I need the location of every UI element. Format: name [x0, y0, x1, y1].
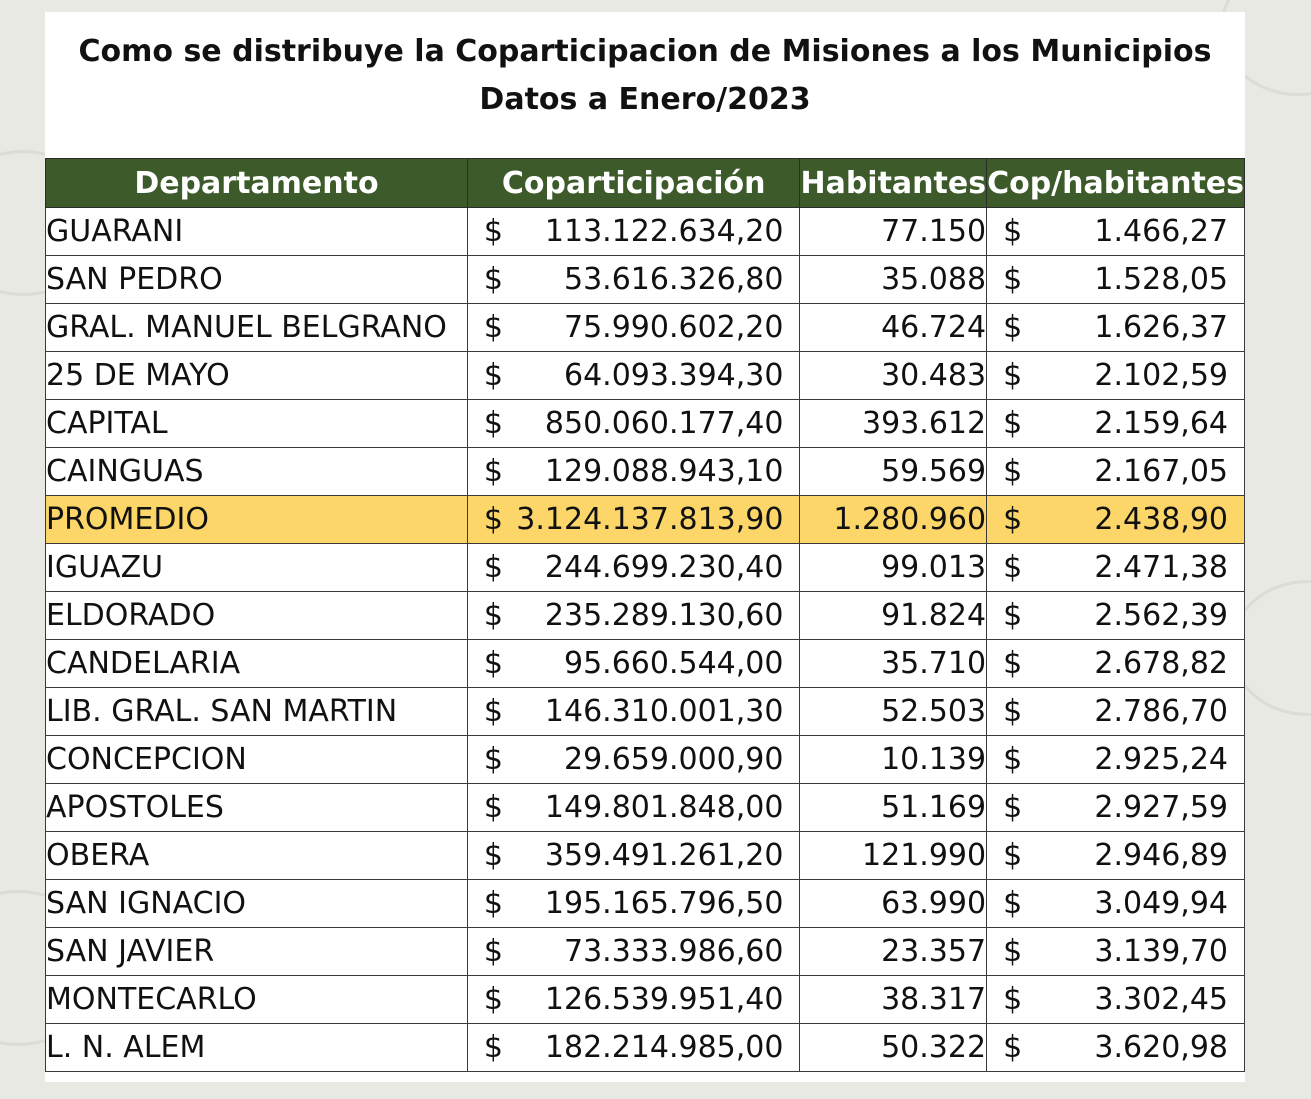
cell-coparticipacion [467, 832, 800, 880]
currency-symbol: $ [1003, 838, 1023, 873]
cell-habitantes: 99.013 [800, 544, 987, 592]
cell-habitantes: 52.503 [800, 688, 987, 736]
cell-cop-habitantes-value: 2.438,90 [1094, 502, 1228, 537]
cell-cop-habitantes [987, 640, 1245, 688]
header-habitantes: Habitantes [800, 159, 987, 208]
cell-departamento: CANDELARIA [46, 640, 468, 688]
table-body [46, 208, 1245, 1072]
cell-coparticipacion-value: 244.699.230,40 [544, 550, 784, 585]
cell-habitantes: 50.322 [800, 1024, 987, 1072]
title-line-2: Datos a Enero/2023 [479, 82, 811, 117]
currency-symbol: $ [483, 694, 504, 729]
currency-symbol: $ [1003, 454, 1023, 489]
currency-symbol: $ [483, 1030, 504, 1065]
document-title [45, 28, 1245, 124]
cell-coparticipacion-value: 359.491.261,20 [544, 838, 784, 873]
cell-coparticipacion [467, 400, 800, 448]
cell-coparticipacion [467, 688, 800, 736]
cell-cop-habitantes [987, 736, 1245, 784]
cell-cop-habitantes [987, 1024, 1245, 1072]
currency-symbol: $ [483, 550, 504, 585]
cell-departamento: OBERA [46, 832, 468, 880]
cell-departamento: 25 DE MAYO [46, 352, 468, 400]
cell-cop-habitantes [987, 304, 1245, 352]
cell-coparticipacion-value: 113.122.634,20 [544, 214, 784, 249]
cell-cop-habitantes-value: 2.471,38 [1094, 550, 1228, 585]
table-row [46, 688, 1245, 736]
cell-coparticipacion-value: 195.165.796,50 [544, 886, 784, 921]
cell-departamento: SAN PEDRO [46, 256, 468, 304]
cell-departamento: APOSTOLES [46, 784, 468, 832]
table-row [46, 256, 1245, 304]
cell-coparticipacion-value: 3.124.137.813,90 [516, 502, 784, 537]
cell-coparticipacion [467, 448, 800, 496]
document-sheet [45, 12, 1245, 1082]
cell-cop-habitantes-value: 1.626,37 [1094, 310, 1228, 345]
cell-coparticipacion [467, 784, 800, 832]
cell-cop-habitantes-value: 3.139,70 [1094, 934, 1228, 969]
table-row [46, 544, 1245, 592]
cell-habitantes: 91.824 [800, 592, 987, 640]
cell-coparticipacion [467, 640, 800, 688]
cell-coparticipacion-value: 64.093.394,30 [563, 358, 784, 393]
table-row-promedio [46, 496, 1245, 544]
currency-symbol: $ [1003, 886, 1023, 921]
cell-departamento: CAPITAL [46, 400, 468, 448]
table-row [46, 1024, 1245, 1072]
cell-coparticipacion-value: 73.333.986,60 [563, 934, 784, 969]
currency-symbol: $ [483, 886, 504, 921]
currency-symbol: $ [483, 406, 504, 441]
header-departamento: Departamento [46, 159, 468, 208]
cell-coparticipacion-value: 149.801.848,00 [544, 790, 784, 825]
cell-habitantes: 121.990 [800, 832, 987, 880]
cell-habitantes: 10.139 [800, 736, 987, 784]
table-row [46, 832, 1245, 880]
cell-coparticipacion [467, 208, 800, 256]
cell-habitantes: 63.990 [800, 880, 987, 928]
cell-cop-habitantes-value: 2.678,82 [1094, 646, 1228, 681]
cell-coparticipacion [467, 544, 800, 592]
cell-coparticipacion [467, 736, 800, 784]
cell-coparticipacion-value: 235.289.130,60 [544, 598, 784, 633]
cell-coparticipacion [467, 352, 800, 400]
table-row [46, 640, 1245, 688]
cell-departamento: PROMEDIO [46, 496, 468, 544]
cell-cop-habitantes-value: 3.049,94 [1094, 886, 1228, 921]
cell-cop-habitantes-value: 2.562,39 [1094, 598, 1228, 633]
cell-habitantes: 59.569 [800, 448, 987, 496]
table-row [46, 448, 1245, 496]
cell-departamento: ELDORADO [46, 592, 468, 640]
cell-cop-habitantes [987, 784, 1245, 832]
cell-habitantes: 51.169 [800, 784, 987, 832]
cell-coparticipacion [467, 592, 800, 640]
currency-symbol: $ [483, 214, 504, 249]
cell-cop-habitantes [987, 208, 1245, 256]
cell-departamento: CONCEPCION [46, 736, 468, 784]
currency-symbol: $ [1003, 934, 1023, 969]
currency-symbol: $ [483, 358, 504, 393]
cell-coparticipacion-value: 53.616.326,80 [563, 262, 784, 297]
cell-cop-habitantes [987, 928, 1245, 976]
table-row [46, 928, 1245, 976]
currency-symbol: $ [483, 790, 504, 825]
cell-cop-habitantes [987, 448, 1245, 496]
header-cop-habitantes: Cop/habitantes [987, 159, 1245, 208]
cell-departamento: GRAL. MANUEL BELGRANO [46, 304, 468, 352]
cell-habitantes: 23.357 [800, 928, 987, 976]
table-row [46, 400, 1245, 448]
table-header-row [46, 159, 1245, 208]
currency-symbol: $ [1003, 694, 1023, 729]
cell-departamento: SAN JAVIER [46, 928, 468, 976]
cell-coparticipacion-value: 146.310.001,30 [544, 694, 784, 729]
currency-symbol: $ [1003, 598, 1023, 633]
header-coparticipacion: Coparticipación [467, 159, 800, 208]
currency-symbol: $ [483, 454, 504, 489]
cell-coparticipacion [467, 880, 800, 928]
cell-habitantes: 30.483 [800, 352, 987, 400]
currency-symbol: $ [483, 742, 504, 777]
cell-cop-habitantes [987, 688, 1245, 736]
cell-departamento: CAINGUAS [46, 448, 468, 496]
currency-symbol: $ [1003, 1030, 1023, 1065]
table-row [46, 352, 1245, 400]
cell-habitantes: 35.710 [800, 640, 987, 688]
cell-cop-habitantes [987, 352, 1245, 400]
cell-departamento: IGUAZU [46, 544, 468, 592]
cell-coparticipacion-value: 29.659.000,90 [563, 742, 784, 777]
cell-coparticipacion [467, 304, 800, 352]
title-line-1: Como se distribuye la Coparticipacion de Misiones a los Municipios [78, 34, 1212, 69]
currency-symbol: $ [1003, 982, 1023, 1017]
coparticipacion-table [45, 158, 1245, 1072]
currency-symbol: $ [1003, 550, 1023, 585]
currency-symbol: $ [1003, 214, 1023, 249]
cell-cop-habitantes [987, 400, 1245, 448]
cell-cop-habitantes [987, 976, 1245, 1024]
currency-symbol: $ [1003, 262, 1023, 297]
cell-habitantes: 1.280.960 [800, 496, 987, 544]
cell-habitantes: 77.150 [800, 208, 987, 256]
currency-symbol: $ [483, 838, 504, 873]
table-row [46, 784, 1245, 832]
cell-cop-habitantes-value: 2.102,59 [1094, 358, 1228, 393]
cell-coparticipacion-value: 129.088.943,10 [544, 454, 784, 489]
cell-coparticipacion [467, 496, 800, 544]
currency-symbol: $ [483, 646, 504, 681]
cell-coparticipacion [467, 976, 800, 1024]
cell-cop-habitantes-value: 2.167,05 [1094, 454, 1228, 489]
currency-symbol: $ [483, 262, 504, 297]
cell-departamento: L. N. ALEM [46, 1024, 468, 1072]
cell-departamento: LIB. GRAL. SAN MARTIN [46, 688, 468, 736]
cell-coparticipacion-value: 75.990.602,20 [563, 310, 784, 345]
cell-habitantes: 393.612 [800, 400, 987, 448]
cell-cop-habitantes-value: 1.466,27 [1094, 214, 1228, 249]
cell-cop-habitantes-value: 2.159,64 [1094, 406, 1228, 441]
currency-symbol: $ [483, 598, 504, 633]
cell-cop-habitantes-value: 3.620,98 [1094, 1030, 1228, 1065]
currency-symbol: $ [1003, 406, 1023, 441]
cell-coparticipacion [467, 256, 800, 304]
cell-coparticipacion-value: 182.214.985,00 [544, 1030, 784, 1065]
cell-departamento: GUARANI [46, 208, 468, 256]
currency-symbol: $ [1003, 502, 1023, 537]
table-row [46, 736, 1245, 784]
table-row [46, 976, 1245, 1024]
table-row [46, 592, 1245, 640]
currency-symbol: $ [1003, 358, 1023, 393]
currency-symbol: $ [1003, 310, 1023, 345]
cell-coparticipacion-value: 126.539.951,40 [544, 982, 784, 1017]
cell-cop-habitantes [987, 832, 1245, 880]
cell-habitantes: 38.317 [800, 976, 987, 1024]
cell-cop-habitantes-value: 2.786,70 [1094, 694, 1228, 729]
currency-symbol: $ [483, 982, 504, 1017]
cell-cop-habitantes [987, 544, 1245, 592]
cell-cop-habitantes-value: 2.925,24 [1094, 742, 1228, 777]
cell-coparticipacion [467, 928, 800, 976]
currency-symbol: $ [1003, 646, 1023, 681]
cell-cop-habitantes [987, 592, 1245, 640]
cell-coparticipacion [467, 1024, 800, 1072]
cell-coparticipacion-value: 95.660.544,00 [563, 646, 784, 681]
cell-departamento: SAN IGNACIO [46, 880, 468, 928]
currency-symbol: $ [483, 934, 504, 969]
table-row [46, 880, 1245, 928]
cell-cop-habitantes-value: 1.528,05 [1094, 262, 1228, 297]
currency-symbol: $ [1003, 742, 1023, 777]
currency-symbol: $ [483, 502, 504, 537]
table-row [46, 304, 1245, 352]
table-row [46, 208, 1245, 256]
cell-cop-habitantes [987, 256, 1245, 304]
cell-habitantes: 46.724 [800, 304, 987, 352]
cell-cop-habitantes [987, 880, 1245, 928]
cell-cop-habitantes-value: 2.946,89 [1094, 838, 1228, 873]
cell-cop-habitantes [987, 496, 1245, 544]
currency-symbol: $ [1003, 790, 1023, 825]
cell-departamento: MONTECARLO [46, 976, 468, 1024]
cell-coparticipacion-value: 850.060.177,40 [544, 406, 784, 441]
cell-cop-habitantes-value: 2.927,59 [1094, 790, 1228, 825]
currency-symbol: $ [483, 310, 504, 345]
cell-cop-habitantes-value: 3.302,45 [1094, 982, 1228, 1017]
cell-habitantes: 35.088 [800, 256, 987, 304]
